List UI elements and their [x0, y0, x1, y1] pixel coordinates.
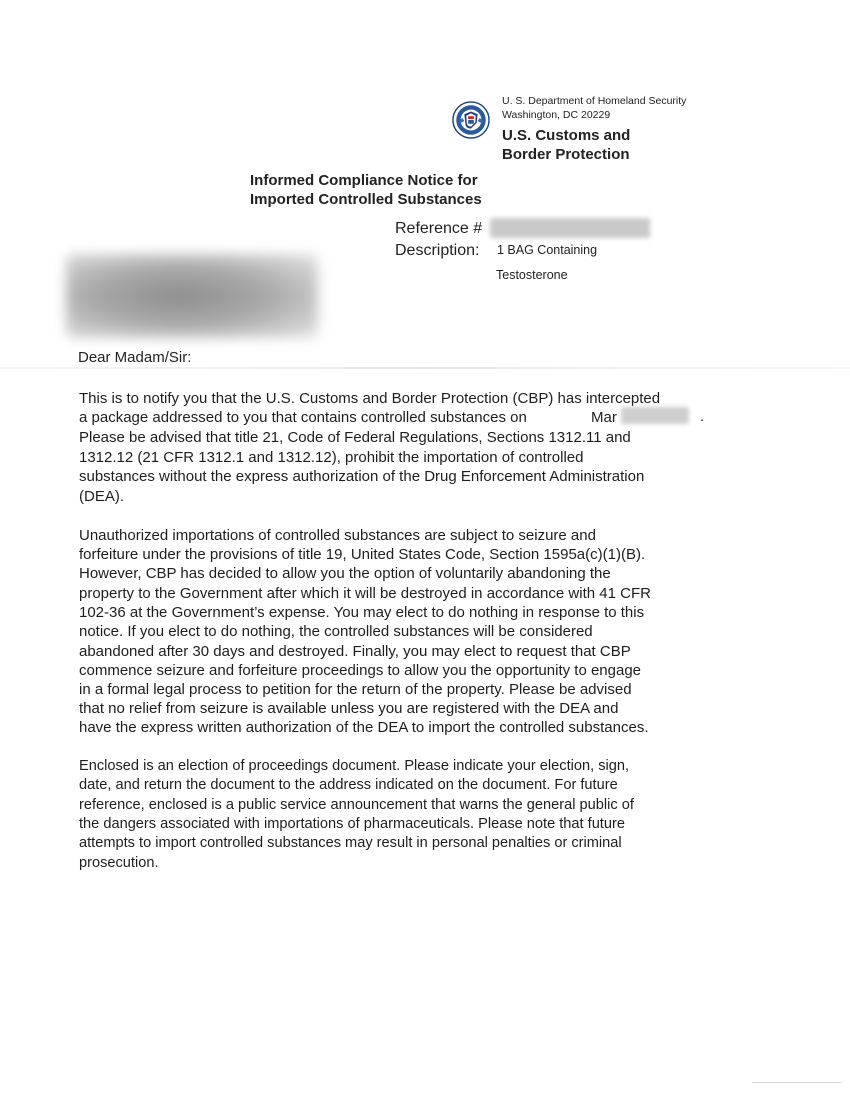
paragraph3-line: prosecution.	[79, 855, 159, 871]
intercept-date-month: Mar	[591, 409, 617, 426]
paragraph1-line: Please be advised that title 21, Code of Federal Regulations, Sections 1312.11 and	[79, 429, 631, 446]
notice-title-line2: Imported Controlled Substances	[250, 191, 482, 208]
agency-name-line2: Border Protection	[502, 146, 630, 163]
paragraph2-line: that no relief from seizure is available unless you are registered with the DEA and	[79, 700, 619, 717]
paragraph3-line: attempts to import controlled substances may result in personal penalties or criminal	[79, 835, 622, 851]
paragraph2-line: However, CBP has decided to allow you the option of voluntarily abandoning the	[79, 565, 611, 582]
paragraph2-line: Unauthorized importations of controlled substances are subject to seizure and	[79, 527, 596, 544]
dhs-seal-icon	[452, 101, 490, 139]
salutation: Dear Madam/Sir:	[78, 349, 192, 366]
paragraph1-line: (DEA).	[79, 488, 124, 505]
paragraph1-line: This is to notify you that the U.S. Customs and Border Protection (CBP) has intercepted	[79, 390, 661, 407]
paragraph2-line: property to the Government after which it will be destroyed in accordance with 41 CFR	[79, 585, 651, 602]
paragraph2-line: abandoned after 30 days and destroyed. Finally, you may elect to request that CBP	[79, 643, 631, 660]
department-address: Washington, DC 20229	[502, 109, 611, 121]
paragraph1-line: 1312.12 (21 CFR 1312.1 and 1312.12), prohibit the importation of controlled	[79, 449, 584, 466]
paragraph2-line: 102-36 at the Government’s expense. You may elect to do nothing in response to this	[79, 604, 645, 621]
paragraph2-line: have the express written authorization of the DEA to import the controlled substances.	[79, 719, 649, 736]
department-name: U. S. Department of Homeland Security	[502, 95, 687, 107]
paragraph1-line: substances without the express authorization of the Drug Enforcement Administration	[79, 468, 645, 485]
paragraph3-line: Enclosed is an election of proceedings document. Please indicate your election, sign,	[79, 758, 630, 774]
addressee-redacted	[66, 254, 318, 338]
page-edge-mark	[752, 1082, 842, 1083]
paragraph3-line: the dangers associated with importations of pharmaceuticals. Please note that future	[79, 816, 625, 832]
paragraph3-line: reference, enclosed is a public service announcement that warns the general public of	[79, 797, 634, 813]
description-label: Description:	[395, 242, 480, 259]
notice-title-line1: Informed Compliance Notice for	[250, 172, 478, 189]
reference-label: Reference #	[395, 220, 483, 237]
paragraph2-line: notice. If you elect to do nothing, the controlled substances will be considered	[79, 623, 593, 640]
agency-name-line1: U.S. Customs and	[502, 127, 631, 144]
date-period: .	[700, 408, 705, 425]
paper-fold-line	[0, 367, 850, 369]
paragraph2-line: in a formal legal process to petition for the return of the property. Please be advised	[79, 681, 632, 698]
intercept-date-redacted	[621, 407, 689, 424]
description-line1: 1 BAG Containing	[497, 243, 598, 257]
paragraph1-line: a package addressed to you that contains controlled substances on	[79, 409, 527, 426]
paragraph2-line: commence seizure and forfeiture proceedings to allow you the opportunity to engage	[79, 662, 642, 679]
paragraph2-line: forfeiture under the provisions of title 19, United States Code, Section 1595a(c)(1)(B).	[79, 546, 646, 563]
description-line2: Testosterone	[496, 268, 568, 282]
paragraph3-line: date, and return the document to the address indicated on the document. For future	[79, 777, 618, 793]
reference-number-redacted	[490, 218, 650, 238]
